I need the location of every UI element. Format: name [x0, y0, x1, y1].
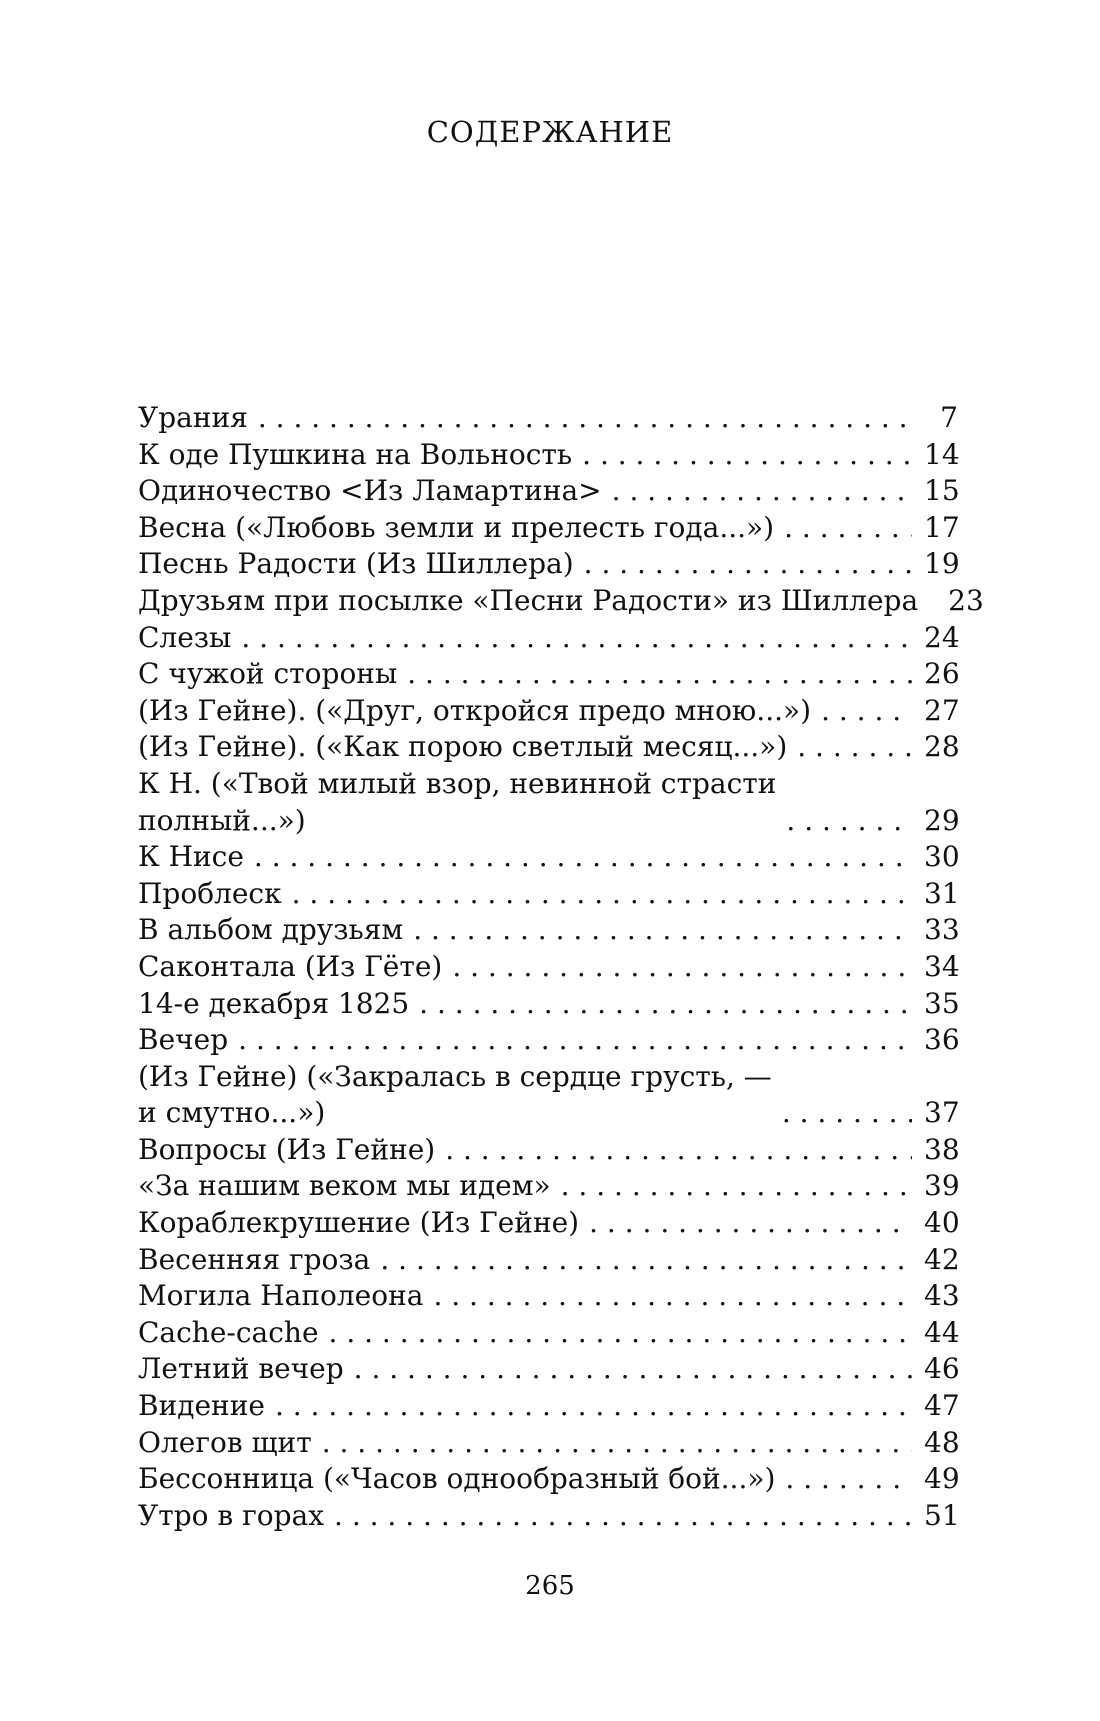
entry-title: (Из Гейне) («Закралась в сердце грусть, —: [138, 1059, 772, 1093]
toc-entry: [138, 986, 958, 1023]
dot-leader: [407, 656, 912, 693]
dot-leader: [275, 1388, 912, 1425]
entry-page: 40: [924, 1206, 960, 1240]
entry-page: 42: [924, 1242, 960, 1276]
dot-leader: [445, 1132, 912, 1169]
toc-entry: [138, 1278, 958, 1315]
entry-title: С чужой стороны: [138, 657, 398, 691]
dot-leader: [786, 803, 912, 840]
dot-leader: [334, 1498, 912, 1535]
dot-leader: [413, 912, 912, 949]
entry-page: 29: [924, 803, 960, 837]
toc-entry: [138, 912, 958, 949]
entry-title-continued: и смутно...»): [138, 1096, 326, 1130]
entry-page: 48: [924, 1425, 960, 1459]
toc-entry: [138, 400, 958, 437]
table-of-contents: [138, 400, 984, 1534]
toc-entry: [138, 583, 984, 620]
entry-page: 34: [924, 949, 960, 983]
toc-entry: [138, 1388, 958, 1425]
entry-title-block: [138, 1059, 772, 1132]
dot-leader: [258, 400, 912, 437]
entry-title: К Нисе: [138, 840, 244, 874]
entry-page: 24: [924, 620, 960, 654]
entry-title: (Из Гейне). («Друг, откройся предо мною...»): [138, 693, 812, 727]
entry-title: (Из Гейне). («Как порою светлый месяц...»): [138, 730, 788, 764]
entry-title: Одиночество <Из Ламартина>: [138, 474, 602, 508]
toc-entry: [138, 1022, 958, 1059]
toc-entry: [138, 1168, 958, 1205]
entry-page: 39: [924, 1169, 960, 1203]
entry-page: 36: [924, 1023, 960, 1057]
entry-page: 35: [924, 986, 960, 1020]
entry-title: Проблеск: [138, 876, 282, 910]
entry-page: 47: [924, 1389, 960, 1423]
entry-title: «За нашим веком мы идем»: [138, 1169, 551, 1203]
entry-page: 15: [924, 474, 960, 508]
dot-leader: [821, 693, 912, 730]
dot-leader: [354, 1351, 912, 1388]
dot-leader: [784, 510, 912, 547]
toc-entry: [138, 1315, 958, 1352]
toc-entry: [138, 1242, 958, 1279]
entry-title: Cache-cache: [138, 1315, 319, 1349]
dot-leader: [797, 729, 912, 766]
entry-page: 33: [924, 913, 960, 947]
dot-leader: [561, 1168, 912, 1205]
entry-title: Летний вечер: [138, 1352, 344, 1386]
toc-entry: [138, 546, 958, 583]
toc-entry: [138, 620, 958, 657]
dot-leader: [452, 949, 912, 986]
entry-page: 30: [924, 840, 960, 874]
dot-leader: [785, 1461, 912, 1498]
entry-title: 14-е декабря 1825: [138, 986, 410, 1020]
dot-leader: [380, 1242, 912, 1279]
entry-title: Утро в горах: [138, 1498, 325, 1532]
entry-page: 23: [948, 583, 984, 617]
toc-entry: [138, 693, 958, 730]
entry-title: Вопросы (Из Гейне): [138, 1132, 436, 1166]
entry-title: Слезы: [138, 620, 232, 654]
toc-entry: [138, 1059, 958, 1132]
dot-leader: [238, 1022, 912, 1059]
entry-page: 28: [924, 730, 960, 764]
entry-page: 7: [940, 401, 958, 434]
entry-title: Видение: [138, 1389, 265, 1423]
entry-title: К Н. («Твой милый взор, невинной страсти: [138, 766, 777, 800]
dot-leader: [292, 876, 912, 913]
entry-page: 37: [924, 1096, 960, 1130]
toc-entry: [138, 473, 958, 510]
toc-entry: [138, 510, 958, 547]
dot-leader: [612, 473, 912, 510]
toc-entry: [138, 1425, 958, 1462]
entry-page: 51: [924, 1498, 960, 1532]
dot-leader: [584, 546, 912, 583]
entry-title: Песнь Радости (Из Шиллера): [138, 547, 574, 581]
toc-entry: [138, 1461, 958, 1498]
entry-title: Друзьям при посылке «Песни Радости» из Шиллера: [138, 583, 919, 617]
toc-entry: [138, 437, 958, 474]
dot-leader: [419, 986, 912, 1023]
entry-page: 43: [924, 1279, 960, 1313]
entry-title: В альбом друзьям: [138, 913, 404, 947]
toc-entry: [138, 1351, 958, 1388]
entry-page: 31: [924, 876, 960, 910]
toc-entry: [138, 949, 958, 986]
entry-title-block: [138, 766, 776, 839]
entry-title: К оде Пушкина на Вольность: [138, 437, 573, 471]
toc-entry: [138, 876, 958, 913]
entry-page: 49: [924, 1462, 960, 1496]
toc-entry: [138, 1132, 958, 1169]
entry-title: Кораблекрушение (Из Гейне): [138, 1206, 580, 1240]
entry-title-continued: полный...»): [138, 803, 306, 837]
dot-leader: [782, 1095, 912, 1132]
dot-leader: [433, 1278, 912, 1315]
entry-page: 38: [924, 1132, 960, 1166]
entry-page: 27: [924, 693, 960, 727]
entry-page: 46: [924, 1352, 960, 1386]
entry-title: Весенняя гроза: [138, 1242, 371, 1276]
toc-entry: [138, 656, 958, 693]
toc-entry: [138, 1205, 958, 1242]
entry-page: 14: [924, 437, 960, 471]
toc-entry: [138, 766, 958, 839]
page-number: 265: [525, 1571, 575, 1601]
page-title: СОДЕРЖАНИЕ: [426, 115, 674, 149]
toc-entry: [138, 839, 958, 876]
entry-title: Саконтала (Из Гёте): [138, 949, 443, 983]
dot-leader: [329, 1315, 912, 1352]
entry-page: 26: [924, 657, 960, 691]
entry-title: Вечер: [138, 1023, 229, 1057]
entry-title: Бессонница («Часов однообразный бой...»): [138, 1462, 776, 1496]
entry-title: Олегов щит: [138, 1425, 312, 1459]
dot-leader: [589, 1205, 912, 1242]
entry-page: 17: [924, 510, 960, 544]
toc-entry: [138, 729, 958, 766]
dot-leader: [322, 1425, 912, 1462]
toc-entry: [138, 1498, 958, 1535]
entry-title: Могила Наполеона: [138, 1279, 424, 1313]
dot-leader: [582, 437, 912, 474]
dot-leader: [254, 839, 912, 876]
entry-page: 44: [924, 1315, 960, 1349]
entry-title: Урания: [138, 401, 248, 434]
entry-page: 19: [924, 547, 960, 581]
entry-title: Весна («Любовь земли и прелесть года...»): [138, 510, 775, 544]
dot-leader: [241, 620, 912, 657]
